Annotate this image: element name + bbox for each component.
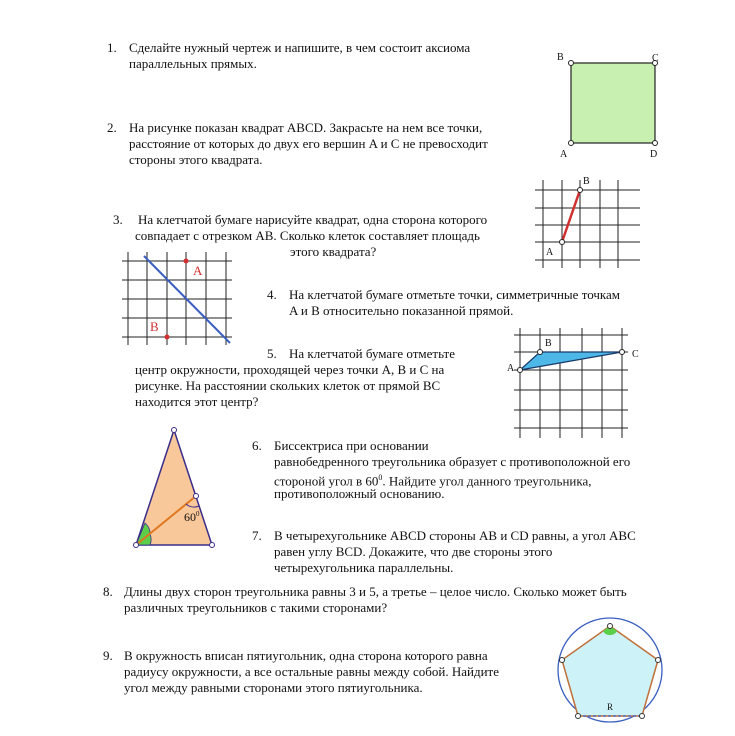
- point-a: [560, 240, 565, 245]
- task-3-line: совпадает с отрезком AB. Сколько клеток составляет площадь: [135, 228, 480, 243]
- task-8-number: 8.: [103, 584, 113, 599]
- task-2-number: 2.: [107, 120, 117, 135]
- triangle-grid-figure: [514, 328, 628, 438]
- task-2-line: стороны этого квадрата.: [129, 152, 263, 167]
- task-9-line: В окружность вписан пятиугольник, одна сторона которого равна: [124, 648, 488, 663]
- label-a: A: [546, 247, 554, 258]
- task-8-line: Длины двух сторон треугольника равны 3 и 5, а третье – целое число. Сколько может быть: [124, 584, 627, 599]
- task-9-line: радиусу окружности, а все остальные равны между собой. Найдите: [124, 664, 499, 679]
- task-1-number: 1.: [107, 40, 117, 55]
- label-b: B: [150, 319, 159, 334]
- label-b: B: [545, 338, 552, 349]
- task-1-line: параллельных прямых.: [129, 56, 257, 71]
- task-2-line: расстояние от которых до двух его вершин A и C не превосходит: [129, 136, 488, 151]
- task-3-number: 3.: [113, 212, 123, 227]
- task-7-number: 7.: [252, 528, 262, 543]
- task-4-line: A и B относительно показанной прямой.: [289, 303, 514, 318]
- triangle-abc: [520, 352, 622, 370]
- task-2-line: На рисунке показан квадрат ABCD. Закрасьте на нем все точки,: [129, 120, 483, 135]
- vertex-d: [653, 141, 658, 146]
- point-b: [165, 335, 170, 340]
- pentagon-figure: [558, 618, 662, 722]
- symmetry-grid-figure: [122, 252, 232, 345]
- radius-label: R: [607, 702, 614, 712]
- label-c: C: [652, 53, 659, 64]
- task-5-line: центр окружности, проходящей через точки A, B и C на: [135, 362, 445, 377]
- task-7-line: четырехугольника параллельны.: [274, 560, 454, 575]
- isosceles-triangle-figure: [134, 428, 215, 548]
- task-3-line: этого квадрата?: [290, 244, 377, 259]
- angle-label: $60^0$: [184, 510, 200, 524]
- point-c: [620, 350, 625, 355]
- task-6-text: . Найдите угол данного треугольника,: [382, 473, 592, 489]
- task-1-line: Сделайте нужный чертеж и напишите, в чем состоит аксиома: [129, 40, 471, 55]
- task-3-line: На клетчатой бумаге нарисуйте квадрат, одна сторона которого: [138, 212, 488, 227]
- task-5-number: 5.: [267, 346, 277, 361]
- square-figure: [557, 52, 659, 160]
- vertex-a: [569, 141, 574, 146]
- task-5-line: находится этот центр?: [135, 394, 259, 409]
- label-a: A: [193, 263, 203, 278]
- label-c: C: [632, 349, 639, 360]
- task-4-line: На клетчатой бумаге отметьте точки, симметричные точкам: [289, 287, 621, 302]
- point-a: [518, 368, 523, 373]
- task-7-line: В четырехугольнике ABCD стороны AB и CD равны, а угол ABC: [274, 528, 636, 543]
- task-8-line: различных треугольников с такими сторонами?: [124, 600, 388, 615]
- label-a: A: [507, 363, 515, 374]
- label-b: B: [557, 52, 564, 63]
- label-a: A: [560, 149, 568, 160]
- task-6-line: равнобедренного треугольника образует с противоположной его: [274, 454, 631, 469]
- task-6-line: Биссектриса при основании: [274, 438, 429, 453]
- task-9-line: угол между равными сторонами этого пятиугольника.: [124, 680, 423, 695]
- point-a: [184, 259, 189, 264]
- point-b: [538, 350, 543, 355]
- point-b: [578, 188, 583, 193]
- degree-sup: 0: [378, 473, 383, 482]
- task-5-line: На клетчатой бумаге отметьте: [289, 346, 455, 361]
- segment-ab: [562, 190, 580, 242]
- task-6-line: противоположный основанию.: [274, 486, 445, 501]
- task-7-line: равен углу BCD. Докажите, что две стороны этого: [274, 544, 553, 559]
- task-9-number: 9.: [103, 648, 113, 663]
- task-5-line: рисунке. На расстоянии скольких клеток от прямой BC: [135, 378, 441, 393]
- task-6-text: стороной угол в 60: [274, 473, 379, 489]
- vertex-b: [569, 61, 574, 66]
- label-d: D: [650, 149, 658, 160]
- label-b: B: [583, 176, 590, 187]
- task-4-number: 4.: [267, 287, 277, 302]
- square-abcd: [571, 63, 655, 143]
- task-6-number: 6.: [252, 438, 262, 453]
